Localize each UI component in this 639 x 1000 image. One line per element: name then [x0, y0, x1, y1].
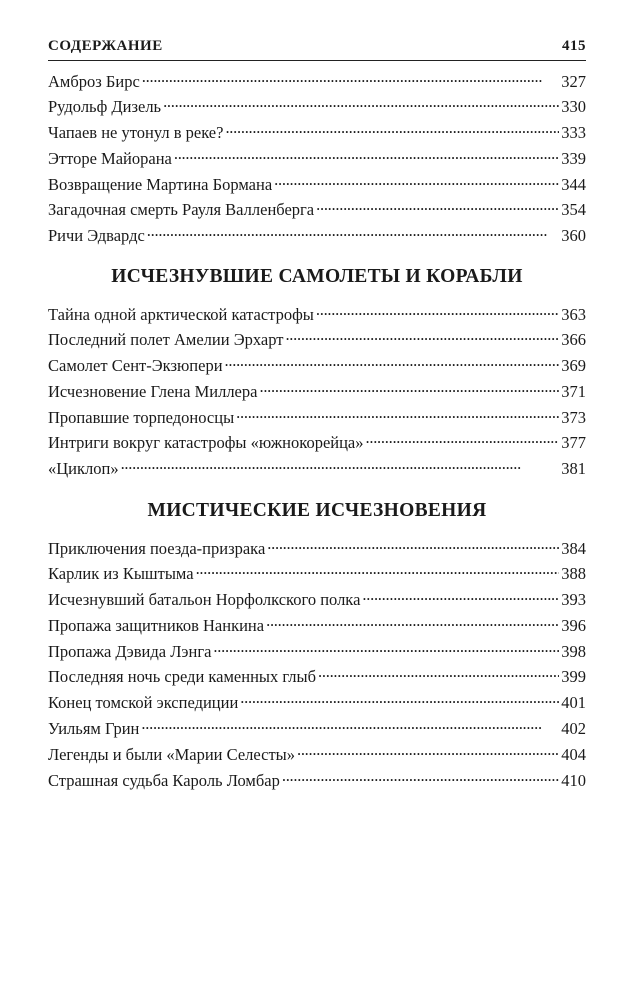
- entry-title: Возвращение Мартина Бормана: [48, 174, 273, 194]
- entry-page: 344: [561, 174, 586, 194]
- entry-title: Амброз Бирс: [48, 71, 140, 91]
- entry-page: 399: [561, 667, 586, 687]
- toc-entry[interactable]: [48, 692, 586, 718]
- dot-leader: [316, 199, 559, 216]
- dot-leader: [225, 122, 559, 139]
- entry-title: «Циклоп»: [48, 459, 119, 479]
- toc-entry[interactable]: [48, 537, 586, 563]
- entry-page: 381: [561, 459, 586, 479]
- toc-entry[interactable]: [48, 614, 586, 640]
- toc-entry[interactable]: [48, 406, 586, 432]
- entry-page: 396: [561, 615, 586, 635]
- toc-entry[interactable]: [48, 329, 586, 355]
- dot-leader: [196, 563, 560, 580]
- dot-leader: [141, 718, 559, 735]
- dot-leader: [240, 692, 559, 709]
- toc-entry[interactable]: [48, 640, 586, 666]
- entry-title: Страшная судьба Кароль Ломбар: [48, 770, 280, 790]
- dot-leader: [366, 432, 560, 449]
- dot-leader: [297, 743, 559, 760]
- dot-leader: [266, 614, 559, 631]
- entry-title: Исчезнувший батальон Норфолкского полка: [48, 590, 361, 610]
- entry-title: Приключения поезда-призрака: [48, 538, 266, 558]
- entry-title: Карлик из Кыштыма: [48, 564, 194, 584]
- toc-entry[interactable]: [48, 743, 586, 769]
- dot-leader: [285, 329, 559, 346]
- entry-page: 330: [561, 97, 586, 117]
- toc-entry[interactable]: [48, 147, 586, 173]
- toc-entry[interactable]: [48, 432, 586, 458]
- dot-leader: [213, 640, 559, 657]
- running-header: [48, 38, 586, 55]
- entry-page: 354: [561, 200, 586, 220]
- entry-title: Ричи Эдвардс: [48, 226, 145, 246]
- entry-title: Конец томской экспедиции: [48, 693, 239, 713]
- entry-page: 404: [561, 744, 586, 764]
- entry-page: 402: [561, 719, 586, 739]
- toc-entry[interactable]: [48, 458, 586, 484]
- dot-leader: [259, 380, 559, 397]
- entry-page: 333: [561, 123, 586, 143]
- dot-leader: [163, 96, 559, 113]
- entry-title: Чапаев не утонул в реке?: [48, 123, 224, 143]
- entry-page: 327: [561, 71, 586, 91]
- entry-title: Пропажа защитников Нанкина: [48, 615, 265, 635]
- entry-page: 401: [561, 693, 586, 713]
- toc-entry[interactable]: [48, 380, 586, 406]
- dot-leader: [236, 406, 559, 423]
- header-page-number: 415: [562, 38, 586, 54]
- entry-page: 369: [561, 356, 586, 376]
- entry-page: 371: [561, 381, 586, 401]
- dot-leader: [174, 147, 559, 164]
- entry-page: 363: [561, 304, 586, 324]
- toc-entry[interactable]: [48, 563, 586, 589]
- dot-leader: [318, 666, 559, 683]
- toc-entry[interactable]: [48, 70, 586, 96]
- toc-section-3: [48, 537, 586, 795]
- entry-title: Легенды и были «Марии Селесты»: [48, 744, 295, 764]
- entry-title: Уильям Грин: [48, 719, 140, 739]
- entry-title: Интриги вокруг катастрофы «южнокорейца»: [48, 433, 364, 453]
- toc-entry[interactable]: [48, 769, 586, 795]
- toc-entry[interactable]: [48, 303, 586, 329]
- entry-page: 384: [561, 538, 586, 558]
- entry-page: 339: [561, 148, 586, 168]
- entry-page: 410: [561, 770, 586, 790]
- toc-entry[interactable]: [48, 355, 586, 381]
- header-title: СОДЕРЖАНИЕ: [48, 38, 163, 54]
- toc-entry[interactable]: [48, 666, 586, 692]
- entry-title: Последняя ночь среди каменных глыб: [48, 667, 317, 687]
- entry-title: Тайна одной арктической катастрофы: [48, 304, 314, 324]
- header-rule: [48, 60, 586, 61]
- toc-entry[interactable]: [48, 718, 586, 744]
- entry-title: Пропавшие торпедоносцы: [48, 407, 235, 427]
- dot-leader: [147, 225, 559, 242]
- entry-page: 388: [561, 564, 586, 584]
- dot-leader: [121, 458, 560, 475]
- section-heading: МИСТИЧЕСКИЕ ИСЧЕЗНОВЕНИЯ: [147, 500, 487, 521]
- entry-page: 377: [561, 433, 586, 453]
- entry-page: 366: [561, 330, 586, 350]
- dot-leader: [142, 70, 559, 87]
- entry-title: Пропажа Дэвида Лэнга: [48, 641, 212, 661]
- toc-entry[interactable]: [48, 589, 586, 615]
- toc-entry[interactable]: [48, 96, 586, 122]
- entry-title: Самолет Сент-Экзюпери: [48, 356, 223, 376]
- toc-entry[interactable]: [48, 122, 586, 148]
- entry-title: Исчезновение Глена Миллера: [48, 381, 258, 401]
- toc-entry[interactable]: [48, 199, 586, 225]
- toc-entry[interactable]: [48, 173, 586, 199]
- entry-page: 398: [561, 641, 586, 661]
- entry-page: 393: [561, 590, 586, 610]
- entry-title: Загадочная смерть Рауля Валленберга: [48, 200, 315, 220]
- dot-leader: [225, 355, 560, 372]
- entry-page: 373: [561, 407, 586, 427]
- dot-leader: [282, 769, 559, 786]
- toc-section-1: [48, 70, 586, 251]
- dot-leader: [362, 589, 559, 606]
- dot-leader: [274, 173, 559, 190]
- entry-title: Этторе Майорана: [48, 148, 172, 168]
- dot-leader: [267, 537, 559, 554]
- entry-title: Последний полет Амелии Эрхарт: [48, 330, 284, 350]
- section-heading: ИСЧЕЗНУВШИЕ САМОЛЕТЫ И КОРАБЛИ: [111, 266, 523, 287]
- toc-section-2: [48, 303, 586, 484]
- dot-leader: [316, 303, 559, 320]
- entry-page: 360: [561, 226, 586, 246]
- entry-title: Рудольф Дизель: [48, 97, 162, 117]
- toc-entry[interactable]: [48, 225, 586, 251]
